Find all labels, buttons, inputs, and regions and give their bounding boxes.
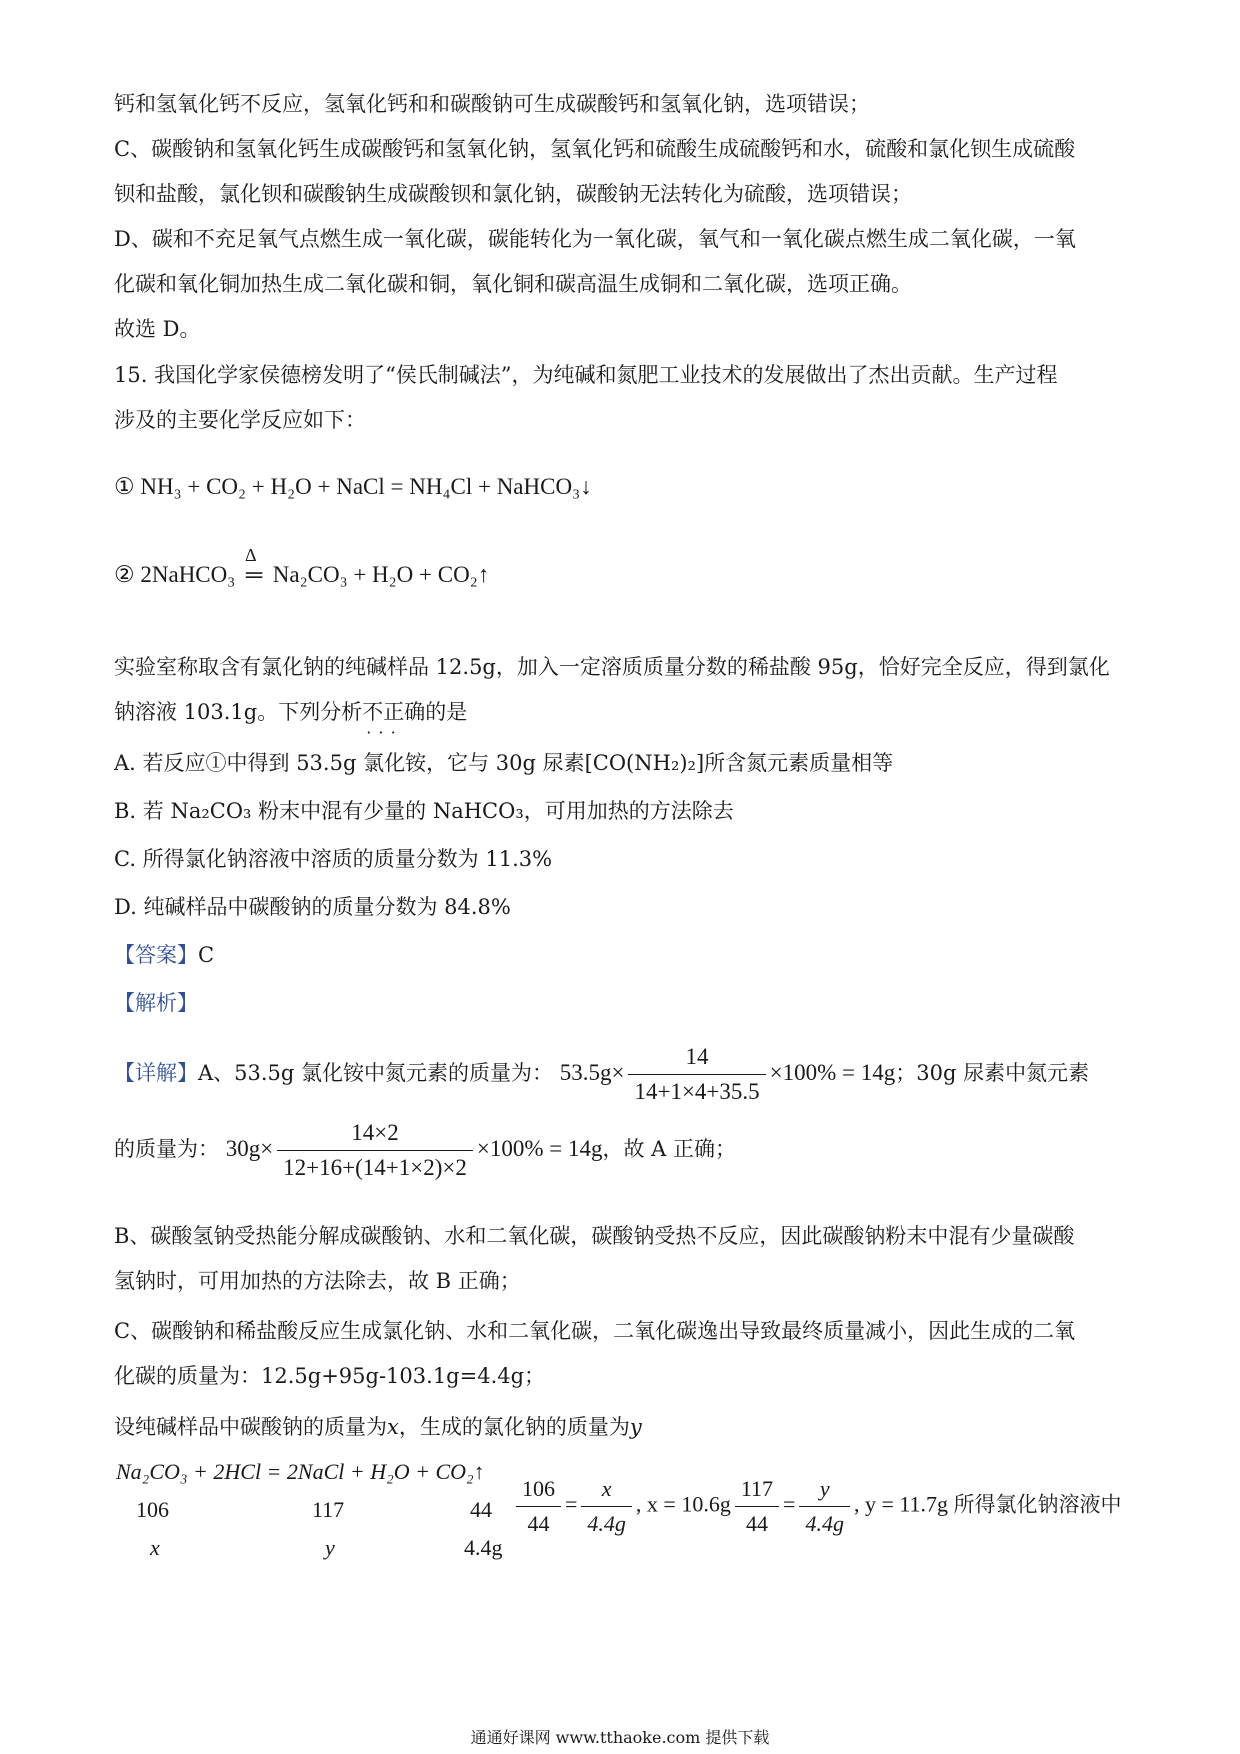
- fraction-denominator: 44: [745, 1511, 768, 1536]
- fraction-denominator: 4.4g: [587, 1511, 626, 1536]
- fraction: [799, 1474, 850, 1539]
- proportion-calc: $\frac{106}{44}$ = $\frac{x}{4.4g}$ , x = 10.6g $\frac{117}{44}$ = $\frac{y}{4.4g}$ , y = 11.7g 所得氯化钠溶液中: [512, 1474, 1122, 1539]
- experiment-text-part: 钠溶液 103.1g。下列分析: [114, 700, 363, 724]
- detail-a-line-2: [114, 1118, 1134, 1188]
- text-line: 钙和氢氧化钙不反应，氢氧化钙和和碳酸钠可生成碳酸钙和氢氧化钠，选项错误；: [114, 92, 870, 116]
- calc-equation: Na₂CO₃ + 2HCl = 2NaCl + H₂O + CO₂↑: [116, 1459, 485, 1484]
- calc-molar-mass: 44: [470, 1497, 492, 1522]
- variable-y: y: [629, 1415, 642, 1439]
- formula-part: 53.5g×: [559, 1060, 625, 1085]
- calc-unknown: x: [150, 1535, 160, 1560]
- reaction-equation-1: [114, 472, 1134, 502]
- fraction-numerator: y: [799, 1474, 850, 1507]
- fraction-numerator: 14: [628, 1042, 765, 1075]
- fraction-numerator: 106: [516, 1474, 561, 1507]
- option-a: A. 若反应①中得到 53.5g 氯化铵，它与 30g 尿素[CO(NH₂)₂]所含氮元素质量相等: [114, 751, 894, 775]
- detail-c-text: C、碳酸钠和稀盐酸反应生成氯化钠、水和二氧化碳，二氧化碳逸出导致最终质量减小，因此生成的二氧: [114, 1319, 1076, 1343]
- detail-text: 的质量为：: [114, 1137, 219, 1161]
- equation-label: ②: [114, 562, 135, 587]
- page-footer: 通通好课网 www.tthaoke.com 提供下载: [470, 1728, 770, 1747]
- experiment-text: 实验室称取含有氯化钠的纯碱样品 12.5g，加入一定溶质质量分数的稀盐酸 95g，恰好完全反应，得到氯化: [114, 655, 1110, 679]
- answer-value: C: [198, 943, 215, 967]
- equation-text: NH₃ + CO₂ + H₂O + NaCl = NH₄Cl + NaHCO₃↓: [140, 474, 592, 499]
- option-c: C. 所得氯化钠溶液中溶质的质量分数为 11.3%: [114, 847, 553, 871]
- detail-text: ，故 A 正确；: [602, 1137, 736, 1161]
- variable-x: x: [387, 1415, 399, 1439]
- experiment-text: [114, 697, 1134, 727]
- option-b: B. 若 Na₂CO₃ 粉末中混有少量的 NaHCO₃，可用加热的方法除去: [114, 799, 734, 823]
- detail-b-text: 氢钠时，可用加热的方法除去，故 B 正确；: [114, 1269, 521, 1293]
- detail-text: 所得氯化钠溶液中: [953, 1492, 1122, 1517]
- reaction-equation-2: [114, 545, 1134, 590]
- detail-tag: 【详解】: [114, 1061, 198, 1085]
- fraction-denominator: 12+16+(14+1×2)×2: [283, 1155, 467, 1180]
- formula-part: 30g×: [225, 1136, 274, 1161]
- result-x: , x = 10.6g: [635, 1491, 731, 1517]
- answer-line: [114, 940, 1134, 970]
- calc-molar-mass: 117: [312, 1497, 345, 1522]
- result-y: , y = 11.7g: [853, 1491, 949, 1517]
- calc-unknown: y: [325, 1535, 335, 1560]
- text-line: D、碳和不充足氧气点燃生成一氧化碳，碳能转化为一氧化碳，氧气和一氧化碳点燃生成二氧化碳，一氧: [114, 227, 1076, 251]
- formula-part: ×100% = 14g: [769, 1060, 896, 1085]
- detail-a-line-1: [114, 1042, 1134, 1112]
- question-15-text: 涉及的主要化学反应如下：: [114, 408, 366, 432]
- set-variable-text: [114, 1412, 1134, 1442]
- heat-condition-sign: Δ ═: [241, 560, 267, 590]
- equation-lhs: 2NaHCO₃: [140, 562, 236, 587]
- equation-label: ①: [114, 474, 135, 499]
- detail-text: ；30g 尿素中氮元素: [895, 1061, 1090, 1085]
- text-line: 化碳和氧化铜加热生成二氧化碳和铜，氧化铜和碳高温生成铜和二氧化碳，选项正确。: [114, 272, 912, 296]
- fraction-numerator: 117: [735, 1474, 779, 1507]
- calc-known: 4.4g: [464, 1535, 503, 1560]
- fraction: [516, 1474, 561, 1539]
- calc-molar-mass: 106: [136, 1497, 169, 1522]
- question-15-text: 15. 我国化学家侯德榜发明了“侯氏制碱法”，为纯碱和氮肥工业技术的发展做出了杰出贡献。生产过程: [114, 363, 1058, 387]
- equation-rhs: Na₂CO₃ + H₂O + CO₂↑: [272, 562, 490, 587]
- fraction: [628, 1042, 765, 1107]
- fraction: [581, 1474, 632, 1539]
- fraction-denominator: 44: [527, 1511, 550, 1536]
- emphasis-text: 不正确 · · ·: [362, 700, 425, 724]
- answer-tag: 【答案】: [114, 943, 198, 967]
- detail-c-text: 化碳的质量为：12.5g+95g-103.1g=4.4g；: [114, 1364, 546, 1388]
- formula-part: ×100% = 14g: [476, 1136, 603, 1161]
- delta-icon: Δ: [245, 545, 257, 565]
- fraction: [277, 1118, 473, 1183]
- fraction-denominator: 4.4g: [805, 1511, 844, 1536]
- detail-text: A、53.5g 氯化铵中氮元素的质量为：: [198, 1061, 554, 1085]
- text-line: 故选 D。: [114, 317, 201, 341]
- detail-text: 设纯碱样品中碳酸钠的质量为: [114, 1415, 387, 1439]
- text-line: C、碳酸钠和氢氧化钙生成碳酸钙和氢氧化钠，氢氧化钙和硫酸生成硫酸钙和水，硫酸和氯化钡生成硫酸: [114, 137, 1076, 161]
- text-line: 钡和盐酸，氯化钡和碳酸钠生成碳酸钡和氯化钠，碳酸钠无法转化为硫酸，选项错误；: [114, 182, 912, 206]
- fraction-denominator: 14+1×4+35.5: [634, 1079, 760, 1104]
- analysis-tag: 【解析】: [114, 991, 198, 1015]
- fraction: [735, 1474, 779, 1539]
- fraction-numerator: 14×2: [277, 1118, 473, 1151]
- detail-b-text: B、碳酸氢钠受热能分解成碳酸钠、水和二氧化碳，碳酸钠受热不反应，因此碳酸钠粉末中混有少量碳酸: [114, 1224, 1075, 1248]
- fraction-numerator: x: [581, 1474, 632, 1507]
- detail-text: ，生成的氯化钠的质量为: [398, 1415, 630, 1439]
- option-d: D. 纯碱样品中碳酸钠的质量分数为 84.8%: [114, 895, 511, 919]
- experiment-text-part: 的是: [425, 700, 468, 724]
